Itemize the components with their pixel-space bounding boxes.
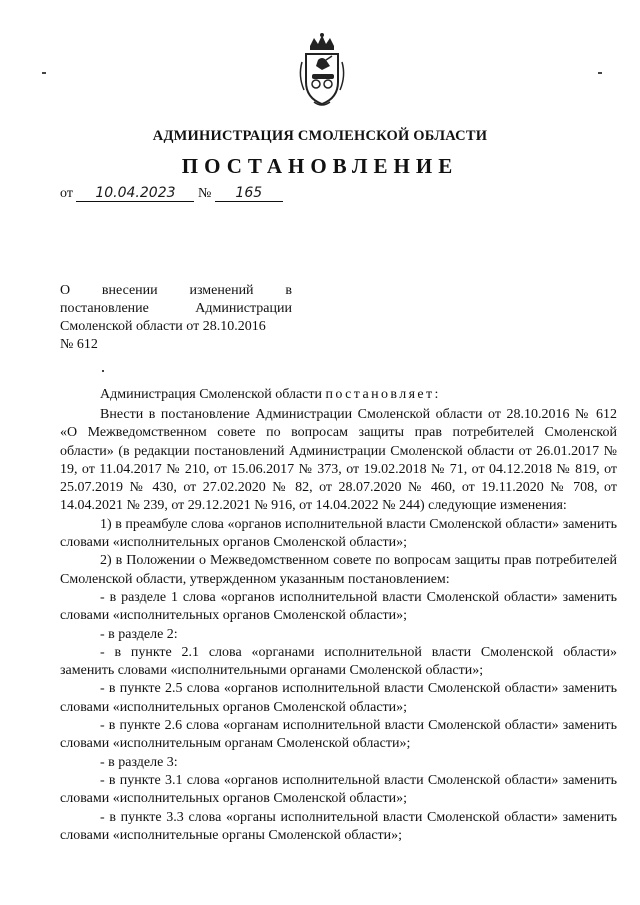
coat-of-arms-icon bbox=[292, 32, 352, 110]
document-date: 10.04.2023 bbox=[76, 186, 194, 202]
from-label: от bbox=[60, 186, 73, 201]
body-item-2-point-2-6: - в пункте 2.6 слова «органам исполнительной власти Смоленской области» заменить словами «исполнительным органам Смоленской области»; bbox=[60, 718, 617, 752]
preamble bbox=[100, 387, 441, 403]
subject-word: Администрации bbox=[195, 301, 292, 316]
subject-line: № 612 bbox=[60, 337, 98, 352]
subject-line bbox=[60, 300, 292, 318]
scan-mark bbox=[598, 72, 602, 74]
subject-word: постановление bbox=[60, 301, 149, 316]
document-number: 165 bbox=[215, 186, 283, 202]
body-item-2-point-3-3: - в пункте 3.3 слова «органы исполнительной власти Смоленской области» заменить словами «исполнительные органы Смоленской области»; bbox=[60, 809, 617, 843]
body-item-1: 1) в преамбуле слова «органов исполнительной власти Смоленской области» заменить словами «исполнительных органов Смоленской области»; bbox=[60, 516, 617, 551]
subject-line bbox=[60, 282, 292, 300]
body-item-2-section-1: - в разделе 1 слова «органов исполнительной власти Смоленской области» заменить словами «исполнительных органов Смоленской области»; bbox=[60, 589, 617, 624]
body-paragraph-intro: Внести в постановление Администрации Смоленской области от 28.10.2016 № 612 «О Межведомственном совете по вопросам защиты прав потребителей Смоленской области» (в редакции постановлений Администрации Смоленской области от 26.01.2017 № 19, от 11.04.2017 № 210, от 15.06.2017 № 373, от 19.02.2018 № 71, от 04.12.2018 № 819, от 25.07.2019 № 430, от 27.02.2020 № 82, от 28.07.2020 № 460, от 19.11.2020 № 708, от 14.04.2021 № 239, от 29.12.2021 № 916, от 14.04.2022 № 244) следующие изменения: bbox=[60, 407, 617, 514]
document-body bbox=[60, 406, 617, 845]
subject-word: О bbox=[60, 283, 71, 298]
body-item-2-point-2-5: - в пункте 2.5 слова «органов исполнительной власти Смоленской области» заменить словами «исполнительных органов Смоленской области»; bbox=[60, 681, 617, 715]
body-item-2-point-2-1: - в пункте 2.1 слова «органами исполнительной власти Смоленской области» заменить словами «исполнительными органами Смоленской области»; bbox=[60, 644, 617, 679]
body-item-2-section-3: - в разделе 3: bbox=[100, 754, 178, 770]
subject-word: внесении bbox=[101, 283, 158, 298]
number-label: № bbox=[197, 186, 212, 201]
document-type: ПОСТАНОВЛЕНИЕ bbox=[181, 154, 459, 178]
subject-word: изменений bbox=[189, 283, 254, 298]
scan-mark bbox=[42, 72, 46, 74]
body-item-2-section-2: - в разделе 2: bbox=[100, 626, 178, 642]
organization-name: АДМИНИСТРАЦИЯ СМОЛЕНСКОЙ ОБЛАСТИ bbox=[152, 128, 488, 144]
preamble-decree: постановляет: bbox=[325, 387, 441, 402]
preamble-lead: Администрация Смоленской области bbox=[100, 387, 323, 402]
body-item-2-point-3-1: - в пункте 3.1 слова «органов исполнительной власти Смоленской области» заменить словами «исполнительных органов Смоленской области»; bbox=[60, 772, 617, 807]
subject-word: в bbox=[285, 283, 292, 298]
date-number-line bbox=[60, 186, 283, 202]
subject-line: Смоленской области от 28.10.2016 bbox=[60, 319, 266, 334]
body-item-2: 2) в Положении о Межведомственном совете по вопросам защиты прав потребителей Смоленской области, утвержденном указанным постановлением: bbox=[60, 553, 617, 587]
document-subject bbox=[60, 282, 292, 354]
scan-mark bbox=[102, 370, 104, 372]
